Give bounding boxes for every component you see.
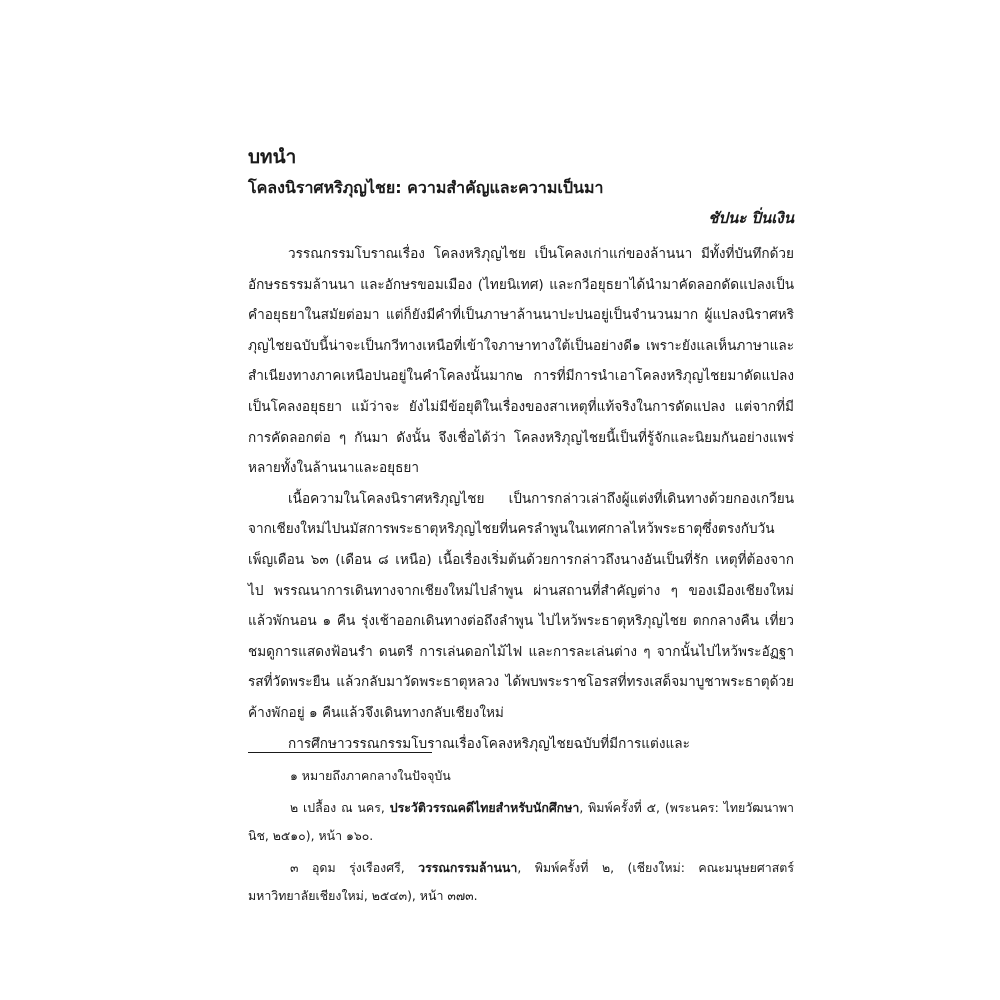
footnote bbox=[248, 854, 794, 910]
chapter-heading: บทนำ bbox=[248, 146, 297, 168]
chapter-subheading: โคลงนิราศหริภุญไชย: ความสำคัญและความเป็นมา bbox=[248, 178, 604, 197]
footnote-divider bbox=[248, 752, 432, 753]
footnote-text: ๓ อุดม รุ่งเรืองศรี, bbox=[290, 860, 419, 875]
body-text bbox=[248, 239, 794, 759]
author-name: ชัปนะ ปิ่นเงิน bbox=[708, 209, 794, 227]
paragraph: เนื้อความในโคลงนิราศหริภุญไชย เป็นการกล่าวเล่าถึงผู้แต่งที่เดินทางด้วยกองเกวียนจากเชียงใหม่ไปนมัสการพระธาตุหริภุญไชยที่นครลำพูนในเทศกาลไหว้พระธาตุซึ่งตรงกับวันเพ็ญเดือน ๖๓ (เดือน ๘ เหนือ) เนื้อเรื่องเริ่มต้นด้วยการกล่าวถึงนางอันเป็นที่รัก เหตุที่ต้องจากไป พรรณนาการเดินทางจากเชียงใหม่ไปลำพูน ผ่านสถานที่สำคัญต่าง ๆ ของเมืองเชียงใหม่ แล้วพักนอน ๑ คืน รุ่งเช้าออกเดินทางต่อถึงลำพูน ไปไหว้พระธาตุหริภุญไชย ตกกลางคืน เที่ยวชมดูการแสดงฟ้อนรำ ดนตรี การเล่นดอกไม้ไฟ และการละเล่นต่าง ๆ จากนั้นไปไหว้พระอัฏฐารสที่วัดพระยืน แล้วกลับมาวัดพระธาตุหลวง ได้พบพระราชโอรสที่ทรงเสด็จมาบูชาพระธาตุด้วย ค้างพักอยู่ ๑ คืนแล้วจึงเดินทางกลับเชียงใหม่ bbox=[248, 490, 794, 721]
footnote-text: ๑ หมายถึงภาคกลางในปัจจุบัน bbox=[290, 768, 451, 783]
footnote-book-title: ประวัติวรรณคดีไทยสำหรับนักศึกษา bbox=[389, 800, 580, 815]
footnote bbox=[248, 762, 794, 790]
footnote-book-title: วรรณกรรมล้านนา bbox=[418, 860, 518, 875]
footnote-text: , พิมพ์ครั้งที่ ๒, (เชียงใหม่: คณะมนุษยศาสตร์ มหาวิทยาลัยเชียงใหม่, ๒๕๔๓), หน้า ๓๗๓. bbox=[248, 860, 794, 903]
footnote bbox=[248, 794, 794, 850]
paragraph: วรรณกรรมโบราณเรื่อง โคลงหริภุญไชย เป็นโคลงเก่าแก่ของล้านนา มีทั้งที่บันทึกด้วยอักษรธรรมล้านนา และอักษรขอมเมือง (ไทยนิเทศ) และกวีอยุธยาได้นำมาคัดลอกดัดแปลงเป็นคำอยุธยาในสมัยต่อมา แต่ก็ยังมีคำที่เป็นภาษาล้านนาปะปนอยู่เป็นจำนวนมาก ผู้แปลงนิราศหริภุญไชยฉบับนี้น่าจะเป็นกวีทางเหนือที่เข้าใจภาษาทางใต้เป็นอย่างดี๑ เพราะยังแลเห็นภาษาและสำเนียงทางภาคเหนือปนอยู่ในคำโคลงนั้นมาก๒ การที่มีการนำเอาโคลงหริภุญไชยมาดัดแปลงเป็นโคลงอยุธยา แม้ว่าจะ ยังไม่มีข้อยุติในเรื่องของสาเหตุที่แท้จริงในการดัดแปลง แต่จากที่มีการคัดลอกต่อ ๆ กันมา ดังนั้น จึงเชื่อได้ว่า โคลงหริภุญไชยนี้เป็นที่รู้จักและนิยมกันอย่างแพร่หลายทั้งในล้านนาและอยุธยา bbox=[248, 246, 794, 477]
footnote-text: ๒ เปลื้อง ณ นคร, bbox=[290, 800, 390, 815]
footnotes bbox=[248, 762, 794, 914]
footnote-text: , พิมพ์ครั้งที่ ๕, (พระนคร: ไทยวัฒนาพานิช, ๒๕๑๐), หน้า ๑๖๐. bbox=[248, 800, 794, 843]
paragraph: การศึกษาวรรณกรรมโบราณเรื่องโคลงหริภุญไชยฉบับที่มีการแต่งและ bbox=[288, 735, 690, 752]
